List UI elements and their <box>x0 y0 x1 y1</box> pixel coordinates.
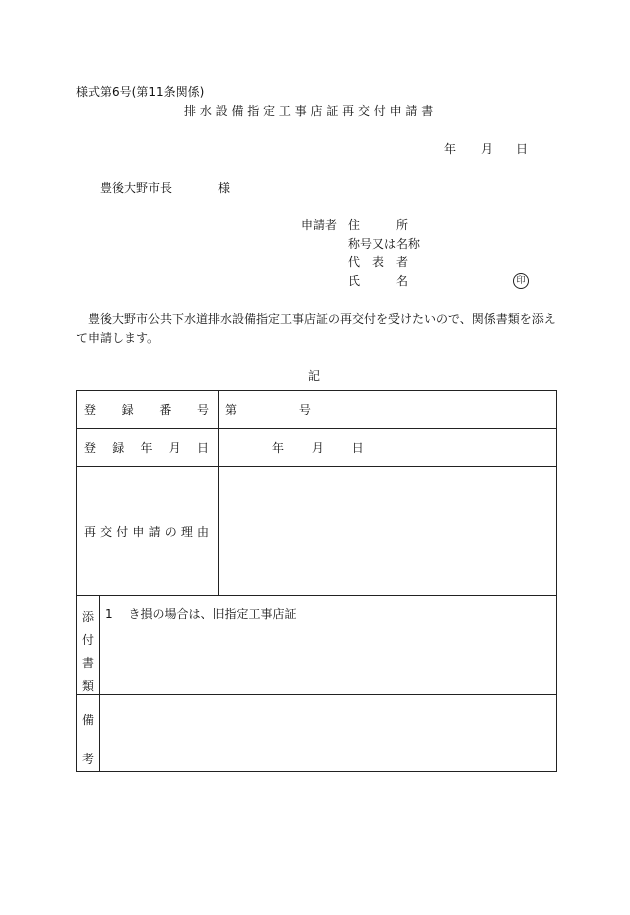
label-char: 録 <box>112 441 125 455</box>
label-char: 付 <box>116 524 129 539</box>
applicant-address-label: 住 所 <box>348 218 409 232</box>
remarks-row <box>77 695 557 772</box>
label-char: 添 <box>81 610 94 624</box>
application-table <box>76 390 557 772</box>
label-char: 考 <box>81 752 94 766</box>
label-char: 付 <box>81 633 94 647</box>
registration-number-row <box>77 391 557 429</box>
label-char: 理 <box>180 524 193 539</box>
body-text-line1: 豊後大野市公共下水道排水設備指定工事店証の再交付を受けたいので、関係書類を添え <box>76 312 556 326</box>
addressee-name: 豊後大野市長 <box>100 181 173 195</box>
registration-date-year: 年 <box>272 441 285 455</box>
registration-number-suffix: 号 <box>298 403 311 417</box>
form-number: 様式第6号(第11条関係) <box>76 85 205 99</box>
addressee-honorific: 様 <box>218 181 231 195</box>
label-char: 請 <box>148 524 161 539</box>
label-char: 号 <box>196 403 209 417</box>
label-char: 由 <box>196 524 209 539</box>
registration-number-label <box>77 391 219 429</box>
attachments-label <box>77 596 100 695</box>
attachments-row <box>77 596 557 695</box>
label-char: 類 <box>81 679 94 693</box>
form-title: 排 水 設 備 指 定 工 事 店 証 再 交 付 申 請 書 <box>184 104 434 118</box>
note-heading: 記 <box>308 369 321 383</box>
reason-row <box>77 467 557 596</box>
remarks-label <box>77 695 100 772</box>
label-char: 年 <box>140 441 153 455</box>
label-char: 番 <box>159 403 172 417</box>
label-char: 書 <box>81 656 94 670</box>
remarks-field[interactable] <box>100 695 557 772</box>
label-char: 登 <box>84 441 97 455</box>
registration-date-row <box>77 429 557 467</box>
registration-number-field[interactable] <box>219 391 557 429</box>
attachment-item-number: 1 <box>105 607 113 621</box>
reason-field[interactable] <box>219 467 557 596</box>
seal-mark: 印 <box>513 273 529 289</box>
registration-date-field[interactable] <box>219 429 557 467</box>
attachments-field[interactable] <box>100 596 557 695</box>
label-char: 日 <box>196 441 209 455</box>
registration-date-label <box>77 429 219 467</box>
label-char: 録 <box>121 403 134 417</box>
registration-number-prefix: 第 <box>225 403 238 417</box>
registration-date-month: 月 <box>311 441 324 455</box>
applicant-trade-name-label: 称号又は名称 <box>348 237 421 251</box>
body-text-line2: て申請します。 <box>76 331 160 345</box>
date-day-label: 日 <box>516 142 529 156</box>
applicant-representative-label: 代 表 者 <box>348 255 409 269</box>
label-char: 申 <box>132 524 145 539</box>
label-char: 交 <box>100 524 113 539</box>
date-year-label: 年 <box>444 142 457 156</box>
label-char: の <box>164 524 177 539</box>
label-char: 登 <box>84 403 97 417</box>
applicant-heading: 申請者 <box>301 218 338 232</box>
applicant-name-label: 氏 名 <box>348 274 409 288</box>
reason-label <box>77 467 219 596</box>
label-char: 月 <box>168 441 181 455</box>
label-char: 備 <box>81 713 94 727</box>
label-char: 再 <box>84 524 97 539</box>
registration-date-day: 日 <box>351 441 364 455</box>
attachment-item-text: き損の場合は、旧指定工事店証 <box>128 607 297 621</box>
date-month-label: 月 <box>481 142 494 156</box>
